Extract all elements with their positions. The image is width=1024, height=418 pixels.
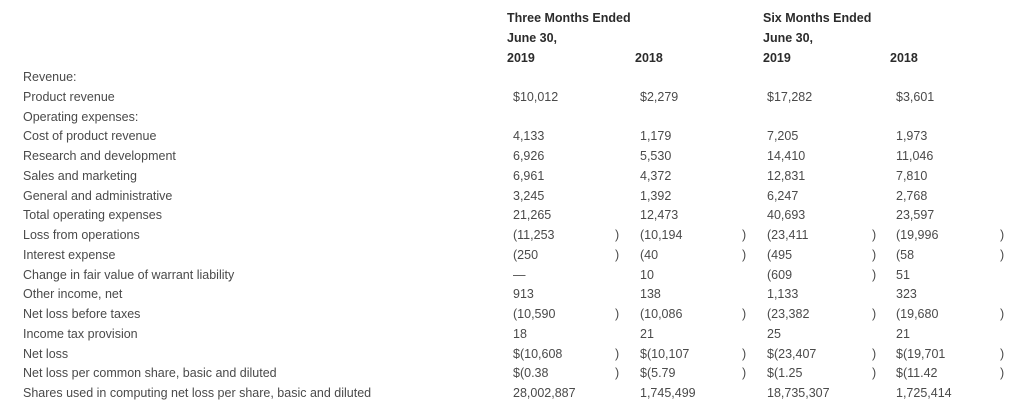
- table-row: [0, 110, 1024, 130]
- closing-parenthesis: ): [872, 247, 877, 262]
- cell-value: 5,530: [640, 149, 672, 163]
- cell-value: $(1.25: [767, 366, 803, 381]
- closing-parenthesis: ): [872, 228, 877, 242]
- closing-parenthesis: ): [1000, 307, 1005, 321]
- cell-value: 138: [640, 287, 661, 302]
- row-label: Net loss: [23, 346, 69, 361]
- cell-value: 10: [640, 267, 654, 282]
- table-row: [0, 189, 1024, 209]
- cell-value: 1,179: [640, 129, 672, 144]
- row-label: General and administrative: [23, 188, 173, 203]
- cell-value: 21: [896, 326, 910, 341]
- table-row: [0, 208, 1024, 228]
- closing-parenthesis: ): [615, 247, 620, 262]
- row-label: Interest expense: [23, 247, 116, 262]
- closing-parenthesis: ): [1000, 247, 1005, 262]
- cell-value: 25: [767, 326, 781, 341]
- row-label: Loss from operations: [23, 228, 140, 242]
- row-label: Other income, net: [23, 287, 123, 302]
- closing-parenthesis: ): [615, 228, 620, 242]
- table-row: [0, 327, 1024, 347]
- year-2018-header-six-months: 2018: [890, 51, 918, 65]
- row-label: Product revenue: [23, 89, 115, 104]
- cell-value: 4,372: [640, 168, 672, 183]
- cell-value: 4,133: [513, 129, 545, 144]
- cell-value: (11,253: [513, 228, 555, 242]
- cell-value: 6,961: [513, 168, 545, 183]
- row-label: Operating expenses:: [23, 109, 139, 124]
- cell-value: (10,086: [640, 307, 683, 321]
- cell-value: 1,745,499: [640, 386, 696, 400]
- cell-value: (10,194: [640, 228, 683, 242]
- cell-value: 913: [513, 287, 534, 302]
- year-2018-header-three-months: 2018: [635, 51, 663, 65]
- closing-parenthesis: ): [742, 346, 747, 361]
- cell-value: $17,282: [767, 89, 813, 104]
- cell-value: (19,680: [896, 307, 939, 321]
- cell-value: 21: [640, 326, 654, 341]
- row-label: Cost of product revenue: [23, 129, 157, 144]
- table-row: [0, 248, 1024, 268]
- closing-parenthesis: ): [1000, 346, 1005, 361]
- closing-parenthesis: ): [872, 366, 877, 381]
- cell-value: (19,996: [896, 228, 939, 242]
- table-row: [0, 228, 1024, 248]
- cell-value: 18,735,307: [767, 386, 830, 400]
- cell-value: 6,926: [513, 149, 545, 163]
- cell-value: 7,205: [767, 129, 799, 144]
- cell-value: $2,279: [640, 89, 679, 104]
- cell-value: 11,046: [896, 149, 934, 163]
- closing-parenthesis: ): [872, 267, 877, 282]
- six-months-header: Six Months Ended: [763, 11, 872, 25]
- cell-value: 1,392: [640, 188, 672, 203]
- three-months-header: Three Months Ended: [507, 11, 631, 25]
- six-months-date-header: June 30,: [763, 31, 814, 45]
- table-row: [0, 268, 1024, 288]
- row-label: Income tax provision: [23, 326, 138, 341]
- cell-value: (10,590: [513, 307, 556, 321]
- cell-value: 14,410: [767, 149, 806, 163]
- cell-value: 28,002,887: [513, 386, 576, 400]
- cell-value: 12,473: [640, 208, 679, 223]
- table-row: [0, 307, 1024, 327]
- cell-value: 3,245: [513, 188, 545, 203]
- cell-value: (495: [767, 247, 793, 262]
- closing-parenthesis: ): [742, 366, 747, 381]
- cell-value: (40: [640, 247, 659, 262]
- cell-value: $(11.42: [896, 366, 938, 381]
- cell-value: $(10,107: [640, 346, 690, 361]
- table-row: [0, 347, 1024, 367]
- year-2019-header-six-months: 2019: [763, 51, 791, 65]
- row-label: Net loss before taxes: [23, 307, 141, 321]
- cell-value: 18: [513, 326, 527, 341]
- cell-value: 1,973: [896, 129, 928, 144]
- cell-value: 323: [896, 287, 917, 302]
- cell-value: $(0.38: [513, 366, 549, 381]
- cell-value: $(5.79: [640, 366, 676, 381]
- cell-value: —: [513, 267, 526, 282]
- closing-parenthesis: ): [1000, 366, 1005, 381]
- closing-parenthesis: ): [615, 307, 620, 321]
- row-label: Revenue:: [23, 70, 77, 84]
- cell-value: (250: [513, 247, 539, 262]
- cell-value: 7,810: [896, 168, 928, 183]
- three-months-date-header: June 30,: [507, 31, 558, 45]
- closing-parenthesis: ): [872, 346, 877, 361]
- closing-parenthesis: ): [742, 228, 747, 242]
- cell-value: $(19,701: [896, 346, 946, 361]
- table-row: [0, 70, 1024, 90]
- row-label: Research and development: [23, 149, 176, 163]
- closing-parenthesis: ): [1000, 228, 1005, 242]
- closing-parenthesis: ): [615, 346, 620, 361]
- closing-parenthesis: ): [742, 307, 747, 321]
- closing-parenthesis: ): [615, 366, 620, 381]
- year-2019-header-three-months: 2019: [507, 51, 535, 65]
- cell-value: $10,012: [513, 89, 559, 104]
- cell-value: 40,693: [767, 208, 806, 223]
- table-row: [0, 90, 1024, 110]
- cell-value: (609: [767, 267, 793, 282]
- closing-parenthesis: ): [872, 307, 877, 321]
- table-row: [0, 366, 1024, 386]
- cell-value: (23,382: [767, 307, 810, 321]
- row-label: Sales and marketing: [23, 168, 137, 183]
- cell-value: 6,247: [767, 188, 799, 203]
- closing-parenthesis: ): [742, 247, 747, 262]
- cell-value: 1,133: [767, 287, 799, 302]
- row-label: Shares used in computing net loss per share, basic and diluted: [23, 386, 372, 400]
- cell-value: 21,265: [513, 208, 552, 223]
- table-row: [0, 169, 1024, 189]
- table-row: [0, 149, 1024, 169]
- cell-value: $3,601: [896, 89, 935, 104]
- table-row: [0, 287, 1024, 307]
- cell-value: 51: [896, 267, 910, 282]
- cell-value: $(10,608: [513, 346, 563, 361]
- cell-value: 2,768: [896, 188, 928, 203]
- cell-value: 1,725,414: [896, 386, 952, 400]
- cell-value: (58: [896, 247, 915, 262]
- table-row: [0, 129, 1024, 149]
- row-label: Net loss per common share, basic and diluted: [23, 366, 277, 381]
- row-label: Total operating expenses: [23, 208, 162, 223]
- cell-value: $(23,407: [767, 346, 817, 361]
- cell-value: 23,597: [896, 208, 935, 223]
- table-row: [0, 386, 1024, 406]
- row-label: Change in fair value of warrant liability: [23, 267, 235, 282]
- cell-value: 12,831: [767, 168, 806, 183]
- cell-value: (23,411: [767, 228, 809, 242]
